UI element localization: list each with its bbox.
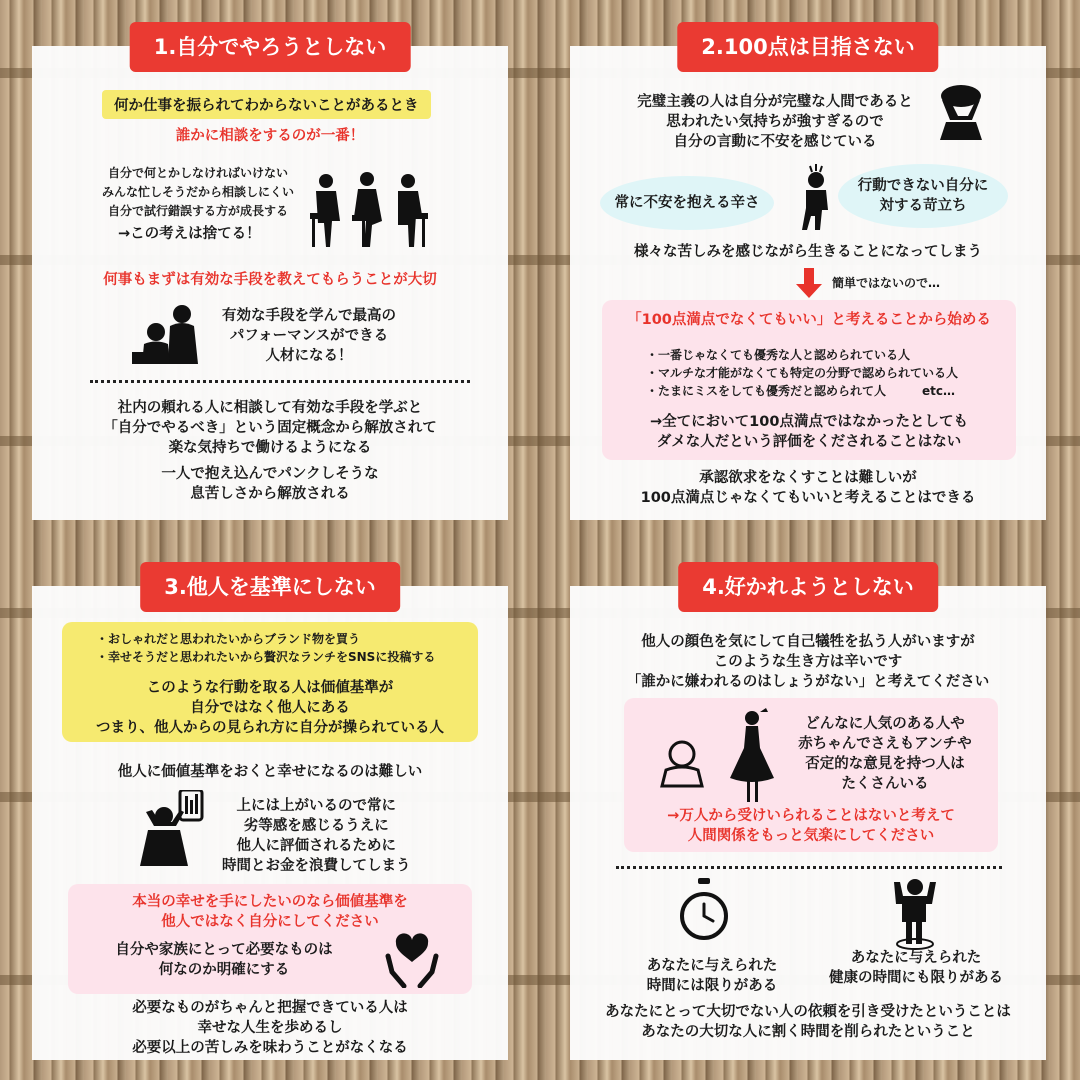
conclusion-line: 幸せな人生を歩めるし: [197, 1020, 343, 1036]
caption-line: あなたに与えられた: [850, 950, 982, 966]
advice-line: →全てにおいて100点満点ではなかったとしても: [650, 414, 968, 430]
card-title: 4.好かれようとしない: [678, 562, 938, 612]
summary-text: [32, 398, 508, 458]
card-title: 2.100点は目指さない: [677, 22, 938, 72]
advice-title: [624, 806, 998, 846]
card-title: 1.自分でやろうとしない: [130, 22, 411, 72]
bubble-line: 対する苛立ち: [879, 198, 967, 214]
strong-person-icon: [890, 878, 940, 950]
intro-line: 思われたい気持ちが強すぎるので: [666, 114, 884, 130]
card-4: [570, 575, 1046, 1060]
comparison-line: 時間とお金を浪費してしまう: [222, 858, 411, 874]
example-list: [96, 630, 435, 666]
example-item: ・幸せそうだと思われたいから贅沢なランチをSNSに投稿する: [96, 650, 436, 664]
haters-line: 否定的な意見を持つ人は: [805, 756, 965, 772]
heart-hands-icon: [384, 932, 440, 988]
advice-title: 「100点満点でなくてもいい」と考えることから始める: [627, 312, 991, 328]
goal-text: [222, 306, 396, 366]
example-item: ・たまにミスをしても優秀だと認められて人 etc…: [646, 384, 955, 398]
summary-line: つまり、他人からの見られ方に自分が操られている人: [96, 720, 444, 736]
conclusion-text: [570, 468, 1046, 508]
summary-line: 「自分でやるべき」という固定概念から解放されて: [103, 420, 437, 436]
thought-line: 自分で何とかしなければいけない: [108, 166, 289, 180]
card-title: 3.他人を基準にしない: [140, 562, 400, 612]
highlight-text: 何事もまずは有効な手段を教えてもらうことが大切: [103, 272, 437, 288]
conclusion-line: 息苦しさから解放される: [190, 486, 350, 502]
conclusion-line: あなたの大切な人に割く時間を削られたということ: [641, 1024, 975, 1040]
bubble-line: 行動できない自分に: [857, 178, 989, 194]
highlight-text: 誰かに相談をするのが一番！: [175, 128, 365, 144]
summary-line: 自分ではなく他人にある: [190, 700, 350, 716]
example-summary: [62, 678, 478, 738]
conclusion-line: 必要以上の苦しみを味わうことがなくなる: [132, 1040, 408, 1056]
condition-tag: 何か仕事を振られてわからないことがあるとき: [102, 90, 431, 119]
advice-title-line: →万人から受けいられることはないと考えて: [667, 808, 955, 824]
comparison-line: 上には上がいるので常に: [236, 798, 396, 814]
example-box: [62, 622, 478, 742]
example-item: ・おしゃれだと思われたいからブランド物を買う: [96, 632, 361, 646]
haters-line: どんなに人気のある人や: [805, 716, 965, 732]
head-in-hands-icon: [936, 82, 986, 140]
intro-line: 「誰かに嫌われるのはしょうがない」と考えてください: [626, 674, 990, 690]
divider: [616, 866, 1002, 869]
advice-title-line: 本当の幸せを手にしたいのなら価値基準を: [132, 894, 408, 910]
haters-line: たくさんいる: [841, 776, 929, 792]
thought-line: 自分で試行錯誤する方が成長する: [108, 204, 289, 218]
conclusion-text: [570, 1002, 1046, 1042]
learning-people-icon: [132, 304, 207, 366]
intro-line: 自分の言動に不安を感じている: [673, 134, 877, 150]
example-list: [646, 346, 958, 400]
caption-line: あなたに与えられた: [646, 958, 778, 974]
conclusion-line: 一人で抱え込んでパンクしそうな: [161, 466, 379, 482]
pocket-watch-icon: [680, 878, 728, 942]
thought-list: [102, 164, 294, 221]
intro-line: 完璧主義の人は自分が完璧な人間であると: [637, 94, 913, 110]
haters-text: [788, 714, 982, 794]
caption-line: 健康の時間にも限りがある: [829, 970, 1003, 986]
card-3: [32, 575, 508, 1060]
haters-line: 赤ちゃんでさえもアンチや: [798, 736, 972, 752]
advice-title-line: 人間関係をもっと気楽にしてください: [687, 828, 935, 844]
example-item: ・一番じゃなくても優秀な人と認められている人: [646, 348, 911, 362]
divider: [90, 380, 470, 383]
advice-line: 自分や家族にとって必要なものは: [115, 942, 333, 958]
frustrated-person-icon: [796, 164, 836, 230]
idol-silhouette-icon: [730, 708, 778, 804]
comparison-text: [222, 796, 411, 876]
goal-line: 有効な手段を学んで最高の: [222, 308, 396, 324]
advice-title: [68, 892, 472, 932]
advice-box: [68, 884, 472, 994]
advice-line: 何なのか明確にする: [158, 962, 290, 978]
intro-line: 他人の顔色を気にして自己犠牲を払う人がいますが: [641, 634, 975, 650]
advice-title-line: 他人ではなく自分にしてください: [161, 914, 379, 930]
thought-line: みんな忙しそうだから相談しにくい: [102, 185, 295, 199]
summary-line: このような行動を取る人は価値基準が: [146, 680, 394, 696]
conclusion-line: 100点満点じゃなくてもいいと考えることはできる: [640, 490, 976, 506]
advice-box: [624, 698, 998, 852]
advice-text: [602, 412, 1016, 452]
warning-text: 他人に価値基準をおくと幸せになるのは難しい: [117, 764, 423, 780]
bubble-frustration: [838, 164, 1008, 228]
time-caption: [632, 956, 792, 996]
suffering-text: 様々な苦しみを感じながら生きることになってしまう: [634, 244, 982, 260]
card-1: [32, 35, 508, 520]
intro-text: [610, 92, 940, 152]
intro-line: このような生き方は辛いです: [713, 654, 903, 670]
conclusion-line: 必要なものがちゃんと把握できている人は: [132, 1000, 408, 1016]
advice-box: [602, 300, 1016, 460]
advice-line: ダメな人だという評価をくだされることはない: [656, 434, 962, 450]
advice-text: [84, 940, 364, 980]
card-2: [570, 35, 1046, 520]
comparison-line: 劣等感を感じるうえに: [243, 818, 389, 834]
down-arrow-icon: [796, 268, 822, 298]
goal-line: パフォーマンスができる: [229, 328, 389, 344]
comparison-line: 他人に評価されるために: [236, 838, 396, 854]
summary-line: 社内の頼れる人に相談して有効な手段を学ぶと: [117, 400, 423, 416]
discard-text: →この考えは捨てる！: [118, 226, 261, 242]
bubble-anxiety: 常に不安を抱える辛さ: [600, 176, 774, 230]
caption-line: 時間には限りがある: [646, 978, 778, 994]
goal-line: 人材になる！: [265, 348, 353, 364]
conclusion-line: 承認欲求をなくすことは難しいが: [699, 470, 917, 486]
stressed-person-icon: [132, 790, 212, 866]
conclusion-text: [32, 464, 508, 504]
summary-line: 楽な気持ちで働けるようになる: [168, 440, 372, 456]
example-item: ・マルチな才能がなくても特定の分野で認められている人: [646, 366, 959, 380]
conclusion-text: [32, 998, 508, 1058]
intro-text: [570, 632, 1046, 692]
conclusion-line: あなたにとって大切でない人の依頼を引き受けたということは: [605, 1004, 1011, 1020]
health-caption: [816, 948, 1016, 988]
meeting-people-icon: [304, 171, 434, 249]
baby-icon: [658, 740, 706, 790]
note-text: 簡単ではないので…: [832, 276, 941, 290]
